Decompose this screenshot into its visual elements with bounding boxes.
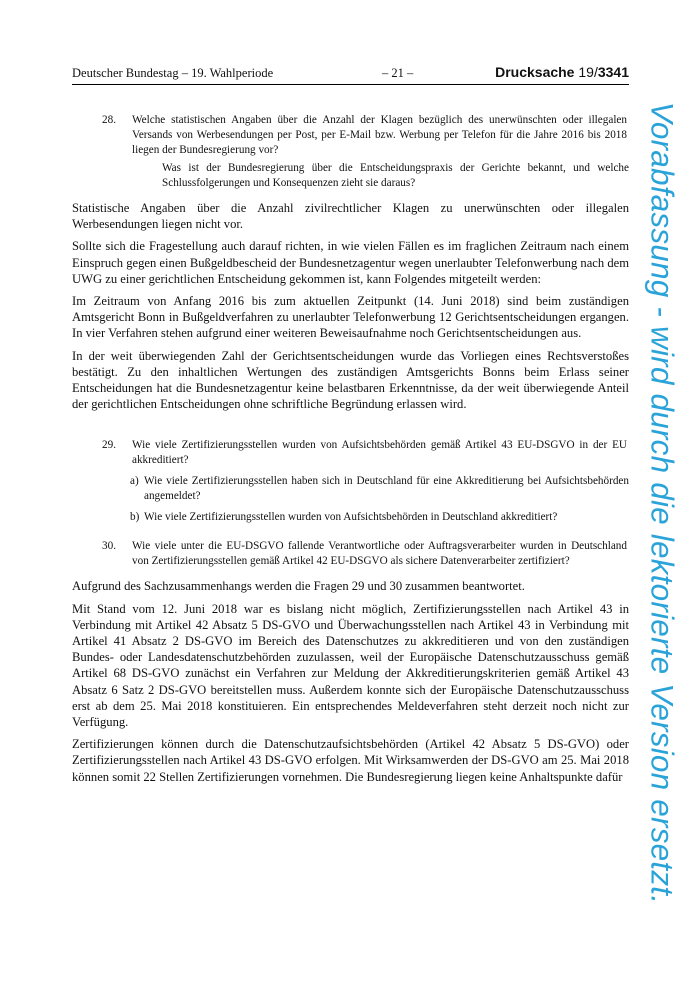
- draft-watermark: [638, 101, 686, 905]
- question-subtext: Was ist der Bundesregierung über die Entscheidungspraxis der Gerichte bekannt, und welche Schlussfolgerungen und Konsequenzen zieht sie daraus?: [162, 162, 629, 189]
- page-header: [72, 66, 629, 85]
- header-drucksache: [495, 64, 629, 80]
- answer-paragraph: Mit Stand vom 12. Juni 2018 war es bislang nicht möglich, Zertifizierungsstellen nach Artikel 43 in Verbindung mit Artikel 42 Absatz 5 DS-GVO und Überwachungsstellen nach Artikel 43 in Verbindung mit Artikel 41 Absatz 2 DS-GVO im Bereich des Datenschutzes zu akkreditieren und von den zuständigen Bundes- oder Landesdatenschutzbehörden zuzulassen, weil der Europäische Datenschutzausschuss gemäß Artikel 68 DS-GVO zunächst ein Verfahren zur Meldung der Akkreditierungskriterien gemäß Artikel 43 Absatz 6 Satz 2 DS-GVO bereitstellen muss. Außerdem konnte sich der Europäische Datenschutzausschuss erst ab dem 25. Mai 2018 konstituieren. Ein entsprechendes Meldeverfahren steht derzeit noch nicht zur Verfügung.: [72, 601, 629, 730]
- question-number: 28.: [102, 114, 116, 126]
- answer-paragraph: Sollte sich die Fragestellung auch darauf richten, in wie vielen Fällen es im fraglichen Zeitraum nach einem Einspruch gegen einen Bußgeldbescheid der Bundesnetzagentur wegen unerlaubter Telefonwerbung nach dem UWG zu einer gerichtlichen Entscheidung gekommen ist, kann Folgendes mitgeteilt werden:: [72, 239, 630, 286]
- question-28: [72, 113, 629, 191]
- answer-paragraph: Aufgrund des Sachzusammenhangs werden die Fragen 29 und 30 zusammen beantwortet.: [72, 579, 525, 594]
- question-text: Welche statistischen Angaben über die Anzahl der Klagen bezüglich des unerwünschten oder illegalen Versands von Werbesendungen per Post, per E-Mail bzw. Werbung per Telefon für die Jahre 2016 bis 2018 liegen der Bundesregierung vor?: [132, 114, 627, 156]
- answer-paragraph: In der weit überwiegenden Zahl der Gerichtsentscheidungen wurde das Vorliegen eines Rechtsverstoßes bestätigt. Zu den inhaltlichen Wertungen des zuständigen Amtsgerichts Bonns beim Erlass seiner Entscheidungen hat die Bundesnetzagentur keine belastbaren Erkenntnisse, da der weit überwiegende Anteil der gerichtlichen Entscheidungen ohne schriftliche Begründung erlassen wird.: [72, 348, 629, 412]
- document-body: [72, 113, 629, 785]
- answer-paragraph: Zertifizierungen können durch die Datenschutzaufsichtsbehörden (Artikel 42 Absatz 5 DS-GVO) oder Zertifizierungsstellen nach Artikel 43 DS-GVO erfolgen. Mit Wirksamwerden der DS-GVO am 25. Mai 2018 können somit 22 Stellen Zertifizierungen vornehmen. Die Bundesregierung liegen keine Anhaltspunkte dafür: [72, 737, 629, 784]
- subitem-label: b): [130, 511, 140, 524]
- question-subitem-b: [130, 510, 629, 525]
- drucksache-prefix: 19/: [578, 64, 598, 80]
- question-text: Wie viele unter die EU-DSGVO fallende Verantwortliche oder Auftragsverarbeiter wurden in Deutschland von Zertifizierungsstellen gemäß Artikel 42 EU-DSGVO als sichere Datenverarbeiter zertifiziert?: [132, 540, 627, 568]
- subitem-text: Wie viele Zertifizierungsstellen wurden von Aufsichtsbehörden in Deutschland akkreditiert?: [144, 511, 558, 524]
- question-30: [72, 539, 629, 569]
- answer-paragraph: Statistische Angaben über die Anzahl zivilrechtlicher Klagen zu unerwünschten oder illegalen Werbesendungen liegen nicht vor.: [72, 201, 629, 232]
- drucksache-label: Drucksache: [495, 64, 575, 80]
- question-number: 29.: [102, 439, 116, 452]
- question-text: Wie viele Zertifizierungsstellen wurden von Aufsichtsbehörden gemäß Artikel 43 EU-DSGVO in der EU akkreditiert?: [132, 439, 627, 467]
- question-subitem-a: [130, 474, 629, 504]
- header-page-number: – 21 –: [382, 66, 414, 80]
- subitem-text: Wie viele Zertifizierungsstellen haben sich in Deutschland für eine Akkreditierung bei Aufsichtsbehörden angemeldet?: [144, 475, 629, 503]
- subitem-label: a): [130, 475, 139, 488]
- header-publication: Deutscher Bundestag – 19. Wahlperiode: [72, 66, 274, 80]
- watermark-text: Vorabfassung - wird durch die lektorierte Version ersetzt.: [644, 101, 681, 905]
- question-29: [72, 438, 629, 525]
- drucksache-number: 3341: [597, 64, 629, 80]
- question-number: 30.: [102, 540, 116, 553]
- answer-paragraph: Im Zeitraum von Anfang 2016 bis zum aktuellen Zeitpunkt (14. Juni 2018) sind beim zuständigen Amtsgericht Bonn in Bußgeldverfahren zu unerlaubter Telefonwerbung 12 Gerichtsentscheidungen ergangen. In vier Verfahren stehen aufgrund einer weiteren Beweisaufnahme noch Gerichtsentscheidungen aus.: [72, 294, 629, 341]
